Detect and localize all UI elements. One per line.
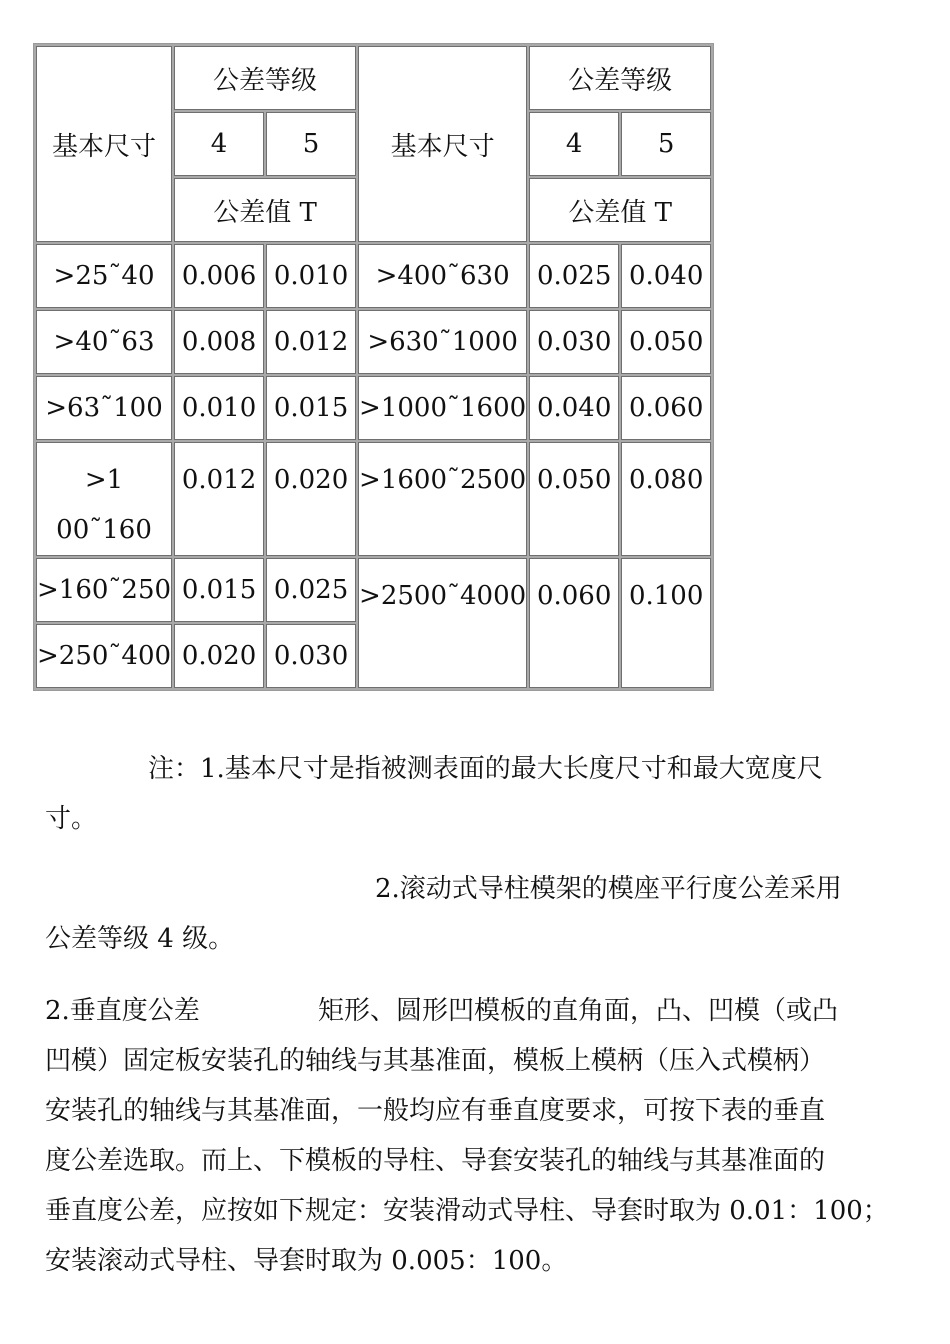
value-cell: 0.006 xyxy=(174,244,264,308)
value-cell: 0.030 xyxy=(266,624,356,688)
size-cell: >630˜1000 xyxy=(358,310,527,374)
value-cell: 0.010 xyxy=(174,376,264,440)
note-2-line-2: 公差等级 4 级。 xyxy=(45,924,235,954)
header-tolerance-value-right: 公差值 T xyxy=(529,178,711,242)
value-cell: 0.050 xyxy=(621,310,711,374)
size-cell: >1000˜1600 xyxy=(358,376,527,440)
section-2-line-6: 安装滚动式导柱、导套时取为 0.005：100。 xyxy=(45,1246,568,1276)
table-row xyxy=(36,244,711,308)
value-cell: 0.010 xyxy=(266,244,356,308)
header-tolerance-grade-right: 公差等级 xyxy=(529,46,711,110)
size-cell: >160˜250 xyxy=(36,558,172,622)
table-row xyxy=(36,310,711,374)
section-2-line-1: 矩形、圆形凹模板的直角面，凸、凹模（或凸 xyxy=(318,996,839,1026)
table-row xyxy=(36,376,711,440)
tolerance-table-container xyxy=(33,43,714,691)
value-cell: 0.060 xyxy=(621,376,711,440)
size-cell: >25˜40 xyxy=(36,244,172,308)
header-basic-size-left: 基本尺寸 xyxy=(36,46,172,242)
table-row xyxy=(36,442,711,556)
size-cell: >40˜63 xyxy=(36,310,172,374)
value-cell: 0.020 xyxy=(266,442,356,556)
size-cell: >400˜630 xyxy=(358,244,527,308)
section-2-line-4: 度公差选取。而上、下模板的导柱、导套安装孔的轴线与其基准面的 xyxy=(45,1146,826,1176)
header-tolerance-value-left: 公差值 T xyxy=(174,178,356,242)
value-cell: 0.040 xyxy=(621,244,711,308)
size-cell: >250˜400 xyxy=(36,624,172,688)
value-cell: 0.012 xyxy=(174,442,264,556)
value-cell: 0.015 xyxy=(174,558,264,622)
size-cell-line2: 00˜160 xyxy=(56,515,152,545)
value-cell: 0.020 xyxy=(174,624,264,688)
header-grade-4-right: 4 xyxy=(529,112,619,176)
value-cell: 0.040 xyxy=(529,376,619,440)
value-cell: 0.080 xyxy=(621,442,711,556)
value-cell: 0.100 xyxy=(621,558,711,688)
value-cell: 0.008 xyxy=(174,310,264,374)
table-row xyxy=(36,558,711,622)
tolerance-table xyxy=(33,43,714,691)
header-grade-5-left: 5 xyxy=(266,112,356,176)
header-tolerance-grade-left: 公差等级 xyxy=(174,46,356,110)
value-cell: 0.050 xyxy=(529,442,619,556)
section-2-title: 2.垂直度公差 xyxy=(45,996,200,1026)
value-cell: 0.025 xyxy=(266,558,356,622)
value-cell: 0.025 xyxy=(529,244,619,308)
value-cell: 0.060 xyxy=(529,558,619,688)
value-cell: 0.030 xyxy=(529,310,619,374)
size-cell: >63˜100 xyxy=(36,376,172,440)
value-cell: 0.015 xyxy=(266,376,356,440)
size-cell: >1600˜2500 xyxy=(358,442,527,556)
note-1-line-1: 注：1.基本尺寸是指被测表面的最大长度尺寸和最大宽度尺 xyxy=(148,754,823,784)
header-grade-5-right: 5 xyxy=(621,112,711,176)
header-grade-4-left: 4 xyxy=(174,112,264,176)
note-2-line-1: 2.滚动式导柱模架的模座平行度公差采用 xyxy=(375,874,842,904)
note-1-line-2: 寸。 xyxy=(45,804,98,834)
section-2-line-5: 垂直度公差，应按如下规定：安装滑动式导柱、导套时取为 0.01：100； xyxy=(45,1196,889,1226)
size-cell: >2500˜4000 xyxy=(358,558,527,688)
value-cell: 0.012 xyxy=(266,310,356,374)
size-cell-line1: >1 xyxy=(84,465,124,495)
header-basic-size-right: 基本尺寸 xyxy=(358,46,527,242)
size-cell xyxy=(36,442,172,556)
section-2-line-3: 安装孔的轴线与其基准面，一般均应有垂直度要求，可按下表的垂直 xyxy=(45,1096,826,1126)
section-2-line-2: 凹模）固定板安装孔的轴线与其基准面，模板上模柄（压入式模柄） xyxy=(45,1046,826,1076)
